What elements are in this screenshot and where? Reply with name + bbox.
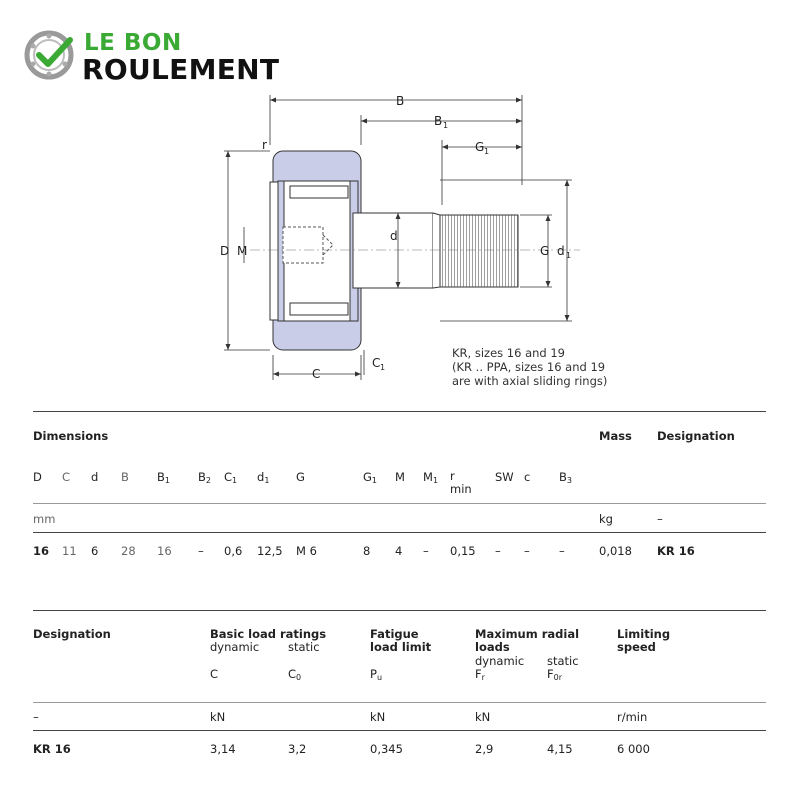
table2-top-rule (33, 610, 766, 611)
bearing-check-icon (24, 28, 78, 82)
svg-text:1: 1 (380, 363, 386, 372)
unit-dash: – (657, 512, 663, 526)
table1-top-rule (33, 411, 766, 412)
label-B: B (396, 94, 405, 108)
label-G: G (540, 244, 550, 258)
logo-text-bottom: ROULEMENT (82, 53, 280, 86)
label-r: r (262, 138, 267, 152)
unit-mm: mm (33, 512, 56, 526)
designation-value: KR 16 (657, 544, 695, 558)
label-G1: G (475, 140, 485, 154)
table2-header-rule (33, 730, 766, 731)
fatigue-header-1: Fatigue (370, 627, 419, 641)
logo (24, 28, 304, 84)
t2-designation-header: Designation (33, 627, 111, 641)
label-B1: B (434, 114, 443, 128)
label-C1: C (372, 356, 381, 370)
sym-F0r: $F_{0r}$ (547, 667, 563, 682)
max-radial-header-2: loads (475, 640, 510, 654)
label-d: d (390, 229, 398, 243)
svg-text:1: 1 (566, 251, 572, 260)
sym-Fr: $F_r$ (475, 667, 485, 682)
limiting-header-2: speed (617, 640, 656, 654)
svg-text:1: 1 (484, 147, 490, 156)
sym-Pu: $P_u$ (370, 667, 383, 682)
cam-follower-drawing (210, 85, 610, 385)
svg-text:1: 1 (443, 121, 449, 130)
basic-load-header: Basic load ratings (210, 627, 327, 641)
table2-mid-rule (33, 702, 766, 703)
logo-text-top: LE BON (84, 30, 182, 56)
label-d1: d (557, 244, 565, 258)
sym-C0: $C_0$ (288, 667, 302, 682)
label-C: C (312, 367, 321, 381)
dimensions-header: Dimensions (33, 429, 109, 443)
drawing-caption: KR, sizes 16 and 19 (KR .. PPA, sizes 16 and 19 are with axial sliding rings) (452, 346, 608, 388)
label-M: M (237, 244, 248, 258)
table1-header-rule (33, 532, 766, 533)
table1-mid-rule (33, 503, 766, 504)
mass-header: Mass (599, 429, 632, 443)
max-radial-header-1: Maximum radial (475, 627, 580, 641)
fatigue-header-2: load limit (370, 640, 432, 654)
label-D: D (220, 244, 230, 258)
mass-value: 0,018 (599, 544, 632, 558)
sym-C: C (210, 667, 219, 681)
limiting-header-1: Limiting (617, 627, 671, 641)
technical-drawing (210, 85, 610, 385)
designation-header: Designation (657, 429, 735, 443)
unit-kg: kg (599, 512, 613, 526)
